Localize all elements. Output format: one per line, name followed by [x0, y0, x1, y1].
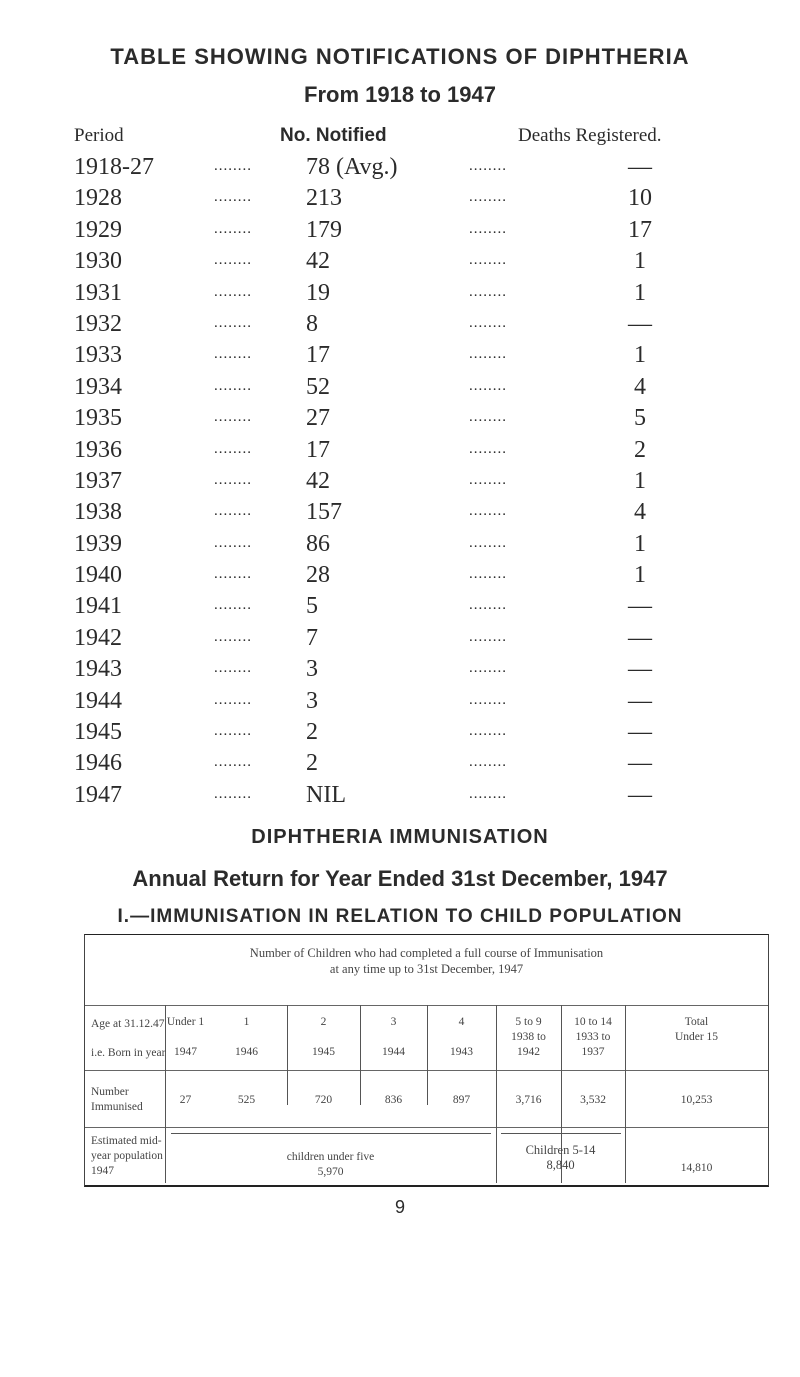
leader-dots: ........ [469, 785, 507, 802]
column-header-mid: Under 15 [674, 1031, 719, 1043]
leader-dots: ........ [469, 597, 507, 614]
deaths-cell: 4 [634, 499, 646, 526]
leader-dots: ........ [214, 346, 252, 363]
notification-row [74, 338, 714, 369]
deaths-cell: — [628, 310, 652, 337]
immunised-value: 897 [452, 1094, 471, 1106]
immunised-value: 10,253 [680, 1094, 713, 1106]
column-header [496, 1015, 561, 1060]
immunised-value: 27 [179, 1094, 192, 1106]
period-cell: 1918-27 [74, 154, 154, 180]
notification-row [74, 778, 714, 809]
notification-row [74, 621, 714, 652]
immunisation-subtitle: Annual Return for Year Ended 31st December, 1947 [132, 866, 668, 891]
immunised-label [91, 1085, 143, 1115]
column-header-top: Under 1 [166, 1016, 205, 1028]
period-cell: 1945 [74, 719, 122, 746]
period-cell: 1933 [74, 342, 122, 369]
immunisation-table [84, 934, 769, 1187]
column-header-mid [427, 1030, 496, 1045]
under-five-group [165, 1150, 496, 1180]
column-header-mid: 1933 to [575, 1031, 611, 1043]
leader-dots: ........ [214, 660, 252, 677]
immunisation-title: DIPHTHERIA IMMUNISATION [251, 826, 549, 848]
leader-dots: ........ [469, 220, 507, 237]
leader-dots: ........ [214, 471, 252, 488]
table-subtitle: From 1918 to 1947 [304, 82, 496, 107]
column-header [360, 1015, 427, 1060]
notified-cell: NIL [306, 781, 346, 808]
immunised-value: 3,716 [515, 1094, 542, 1106]
leader-dots: ........ [469, 158, 507, 174]
notified-cell: 8 [306, 310, 318, 337]
leader-dots: ........ [214, 597, 252, 614]
notified-cell: 17 [306, 436, 330, 463]
notification-row [74, 558, 714, 589]
period-cell: 1932 [74, 310, 122, 337]
leader-dots: ........ [469, 471, 507, 488]
period-cell: 1939 [74, 530, 122, 557]
deaths-cell: — [628, 624, 652, 651]
population-label-line-1: Estimated mid- [91, 1135, 162, 1147]
deaths-cell: 4 [634, 373, 646, 400]
immunised-label-line-2: Immunised [91, 1101, 143, 1113]
column-header-bottom: 1947 [174, 1046, 197, 1058]
period-cell: 1941 [74, 593, 122, 620]
period-cell: 1947 [74, 781, 122, 808]
leader-dots: ........ [469, 754, 507, 771]
notified-cell: 213 [306, 185, 342, 212]
immunised-value: 836 [384, 1094, 403, 1106]
column-header-bottom: 1945 [312, 1046, 335, 1058]
column-header-bottom: 1937 [581, 1046, 605, 1058]
column-header-bottom [625, 1045, 768, 1060]
five-to-fourteen-group [496, 1143, 625, 1173]
leader-dots: ........ [214, 754, 252, 771]
five-to-fourteen-brace [501, 1128, 621, 1134]
column-header-mid: 1938 to [511, 1031, 546, 1043]
notified-cell: 78 (Avg.) [306, 154, 398, 180]
leader-dots: ........ [214, 691, 252, 708]
leader-dots: ........ [469, 440, 507, 457]
column-header-mid [287, 1030, 360, 1045]
column-header [427, 1015, 496, 1060]
leader-dots: ........ [214, 503, 252, 520]
leader-dots: ........ [214, 158, 252, 174]
leader-dots: ........ [469, 723, 507, 740]
notified-cell: 52 [306, 373, 330, 400]
leader-dots: ........ [214, 440, 252, 457]
column-header-top: 5 to 9 [515, 1016, 542, 1028]
notification-row [74, 181, 714, 212]
column-header-mid [206, 1030, 287, 1045]
notified-cell: 2 [306, 719, 318, 746]
column-header-top: 2 [320, 1016, 327, 1028]
column-header [165, 1015, 206, 1060]
under-five-brace [171, 1128, 491, 1134]
period-cell: 1929 [74, 216, 122, 243]
leader-dots: ........ [214, 220, 252, 237]
population-label [91, 1134, 163, 1179]
deaths-cell: — [628, 154, 652, 180]
leader-dots: ........ [469, 377, 507, 394]
leader-dots: ........ [214, 283, 252, 300]
column-header [206, 1015, 287, 1060]
deaths-cell: 2 [634, 436, 646, 463]
period-cell: 1937 [74, 467, 122, 494]
leader-dots: ........ [214, 723, 252, 740]
leader-dots: ........ [469, 503, 507, 520]
period-cell: 1935 [74, 405, 122, 432]
notified-cell: 2 [306, 750, 318, 777]
notifications-table [74, 150, 714, 809]
column-header-bottom: 1946 [235, 1046, 258, 1058]
deaths-cell: — [628, 750, 652, 777]
notification-row [74, 589, 714, 620]
period-cell: 1934 [74, 373, 122, 400]
leader-dots: ........ [469, 346, 507, 363]
leader-dots: ........ [469, 566, 507, 583]
notified-cell: 86 [306, 530, 330, 557]
deaths-cell: 1 [634, 342, 646, 369]
notification-row [74, 715, 714, 746]
column-header [561, 1015, 625, 1060]
column-header-top: 10 to 14 [574, 1016, 612, 1028]
leader-dots: ........ [214, 252, 252, 269]
column-header-mid [165, 1030, 206, 1045]
page-number: 9 [394, 1197, 405, 1217]
deaths-cell: 1 [634, 467, 646, 494]
notification-row [74, 307, 714, 338]
notification-row [74, 150, 714, 181]
deaths-cell: 1 [634, 562, 646, 589]
column-header-top: 4 [458, 1016, 465, 1028]
leader-dots: ........ [214, 409, 252, 426]
leader-dots: ........ [469, 189, 507, 206]
population-label-line-2: year population [91, 1150, 163, 1162]
under-five-label: children under five [286, 1151, 375, 1163]
period-cell: 1930 [74, 248, 122, 275]
immunised-value: 3,532 [580, 1094, 606, 1106]
column-header [287, 1015, 360, 1060]
leader-dots: ........ [469, 409, 507, 426]
age-label-line-2: i.e. Born in year [91, 1047, 166, 1059]
total-population-value: 14,810 [680, 1162, 713, 1174]
leader-dots: ........ [214, 785, 252, 802]
notification-row [74, 244, 714, 275]
leader-dots: ........ [469, 252, 507, 269]
immunisation-part-heading: I.—IMMUNISATION IN RELATION TO CHILD POPULATION [117, 906, 683, 927]
deaths-cell: 1 [634, 248, 646, 275]
age-label-line-1: Age at 31.12.47 [91, 1018, 165, 1030]
column-header-top: 1 [243, 1016, 250, 1028]
period-cell: 1940 [74, 562, 122, 589]
period-cell: 1943 [74, 656, 122, 683]
column-header-bottom: 1944 [382, 1046, 405, 1058]
notified-cell: 3 [306, 656, 318, 683]
notified-cell: 179 [306, 216, 342, 243]
deaths-cell: 10 [628, 185, 652, 212]
notification-row [74, 213, 714, 244]
notification-row [74, 370, 714, 401]
notified-cell: 5 [306, 593, 318, 620]
caption-line-1: Number of Children who had completed a full course of Immunisation [249, 946, 604, 960]
notification-row [74, 746, 714, 777]
leader-dots: ........ [469, 314, 507, 331]
period-cell: 1938 [74, 499, 122, 526]
immunised-label-line-1: Number [91, 1086, 129, 1098]
notification-row [74, 652, 714, 683]
notification-row [74, 401, 714, 432]
immunisation-table-caption [85, 945, 768, 977]
population-label-line-3: 1947 [91, 1165, 114, 1177]
column-header [625, 1015, 768, 1060]
five-to-fourteen-label: Children 5-14 [525, 1143, 596, 1157]
notified-cell: 27 [306, 405, 330, 432]
period-cell: 1928 [74, 185, 122, 212]
leader-dots: ........ [469, 660, 507, 677]
leader-dots: ........ [214, 377, 252, 394]
deaths-cell: — [628, 656, 652, 683]
notified-cell: 3 [306, 687, 318, 714]
notified-cell: 19 [306, 279, 330, 306]
leader-dots: ........ [469, 628, 507, 645]
immunised-value: 720 [314, 1094, 333, 1106]
deaths-cell: 1 [634, 530, 646, 557]
deaths-cell: — [628, 593, 652, 620]
period-cell: 1931 [74, 279, 122, 306]
period-cell: 1942 [74, 624, 122, 651]
deaths-cell: 5 [634, 405, 646, 432]
table-title: TABLE SHOWING NOTIFICATIONS OF DIPHTHERIA [110, 44, 690, 69]
notified-cell: 42 [306, 248, 330, 275]
notified-cell: 157 [306, 499, 342, 526]
deaths-cell: — [628, 781, 652, 808]
age-label [91, 1017, 165, 1061]
column-header-notified: No. Notified [280, 125, 387, 146]
under-five-value: 5,970 [317, 1166, 344, 1178]
deaths-cell: 17 [628, 216, 652, 243]
notification-row [74, 684, 714, 715]
caption-line-2: at any time up to 31st December, 1947 [329, 962, 524, 976]
deaths-cell: — [628, 719, 652, 746]
notification-row [74, 276, 714, 307]
column-header-period: Period [74, 125, 124, 146]
leader-dots: ........ [469, 283, 507, 300]
notification-row [74, 433, 714, 464]
notification-row [74, 464, 714, 495]
column-header-bottom: 1943 [450, 1046, 473, 1058]
notified-cell: 7 [306, 624, 318, 651]
deaths-cell: — [628, 687, 652, 714]
notification-row [74, 527, 714, 558]
leader-dots: ........ [469, 534, 507, 551]
deaths-cell: 1 [634, 279, 646, 306]
column-header-mid [360, 1030, 427, 1045]
period-cell: 1944 [74, 687, 122, 714]
notified-cell: 42 [306, 467, 330, 494]
leader-dots: ........ [214, 628, 252, 645]
leader-dots: ........ [214, 189, 252, 206]
period-cell: 1936 [74, 436, 122, 463]
notification-row [74, 495, 714, 526]
immunised-value: 525 [237, 1094, 256, 1106]
column-header-deaths: Deaths Registered. [518, 125, 662, 146]
leader-dots: ........ [214, 314, 252, 331]
notified-cell: 17 [306, 342, 330, 369]
column-header-top: Total [684, 1016, 709, 1028]
leader-dots: ........ [214, 566, 252, 583]
column-header-top: 3 [390, 1016, 397, 1028]
notified-cell: 28 [306, 562, 330, 589]
five-to-fourteen-value: 8,840 [546, 1158, 575, 1172]
column-header-bottom: 1942 [517, 1046, 540, 1058]
leader-dots: ........ [214, 534, 252, 551]
period-cell: 1946 [74, 750, 122, 777]
leader-dots: ........ [469, 691, 507, 708]
